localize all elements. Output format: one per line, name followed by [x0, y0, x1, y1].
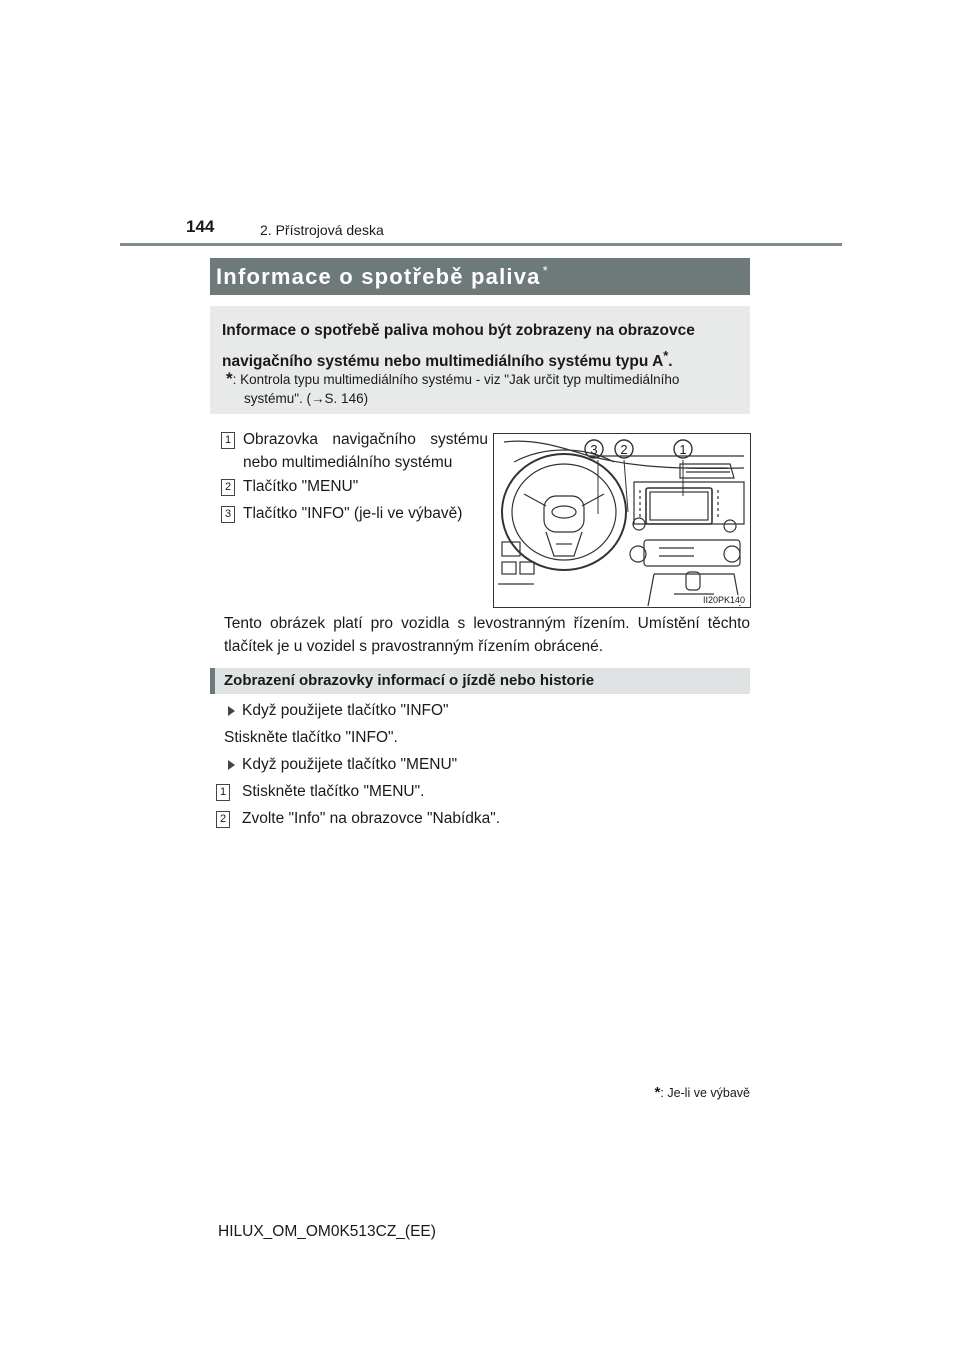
dashboard-illustration: [493, 433, 751, 608]
intro-text: [222, 318, 742, 374]
subsection-heading: Zobrazení obrazovky informací o jízdě nebo historie: [224, 672, 595, 689]
triangle-bullet-icon: [228, 760, 235, 770]
step-number-1: 1: [216, 784, 230, 801]
legend-number-2: 2: [221, 479, 235, 496]
legend-item-1-line-2: nebo multimediálního systému: [243, 454, 453, 471]
intro-mark: *: [663, 348, 669, 363]
note-mark: *: [226, 369, 233, 388]
footnote: [640, 1084, 750, 1101]
section-title: [216, 263, 549, 290]
callout-1: 1: [679, 442, 687, 457]
subsection-bar: [210, 668, 750, 694]
equipment-mark: *: [542, 263, 549, 278]
info-case-heading: Když použijete tlačítko "INFO": [242, 702, 449, 719]
page-number: 144: [186, 217, 215, 236]
section-title-bar: [210, 258, 750, 295]
header-rule: [120, 243, 842, 246]
figure-caption: Tento obrázek platí pro vozidla s levostranným řízením. Umístění těchto tlačítek je u vozidel s pravostranným řízením obrácené.: [224, 615, 750, 655]
legend-number-1: 1: [221, 432, 235, 449]
triangle-bullet-icon: [228, 706, 235, 716]
legend-item-3: Tlačítko "INFO" (je-li ve výbavě): [243, 505, 463, 522]
callout-2: 2: [620, 442, 628, 457]
info-step: Stiskněte tlačítko "INFO".: [224, 729, 398, 746]
note-line-2: systému". (→S. 146): [244, 391, 369, 406]
chapter-title: 2. Přístrojová deska: [260, 222, 384, 238]
intro-text-body: Informace o spotřebě paliva mohou být zobrazeny na obrazovce navigačního systému nebo multimediálního systému typu A: [222, 322, 695, 371]
intro-note: [226, 369, 746, 408]
footnote-mark: *: [654, 1084, 661, 1101]
legend-item-2: Tlačítko "MENU": [243, 478, 359, 495]
footnote-text: : Je-li ve výbavě: [660, 1086, 750, 1100]
intro-period: .: [668, 353, 673, 371]
legend-number-3: 3: [221, 506, 235, 523]
figure-code: II20PK140: [702, 595, 745, 605]
step-1-text: Stiskněte tlačítko "MENU".: [242, 783, 425, 800]
callout-3: 3: [590, 442, 598, 457]
section-title-text: Informace o spotřebě paliva: [216, 264, 541, 289]
legend-item-1-line-1: Obrazovka navigačního systému: [243, 431, 488, 448]
intro-box: [210, 306, 750, 414]
dashboard-drawing: [494, 434, 750, 607]
step-number-2: 2: [216, 811, 230, 828]
document-code-footer: HILUX_OM_OM0K513CZ_(EE): [218, 1223, 436, 1240]
step-2-text: Zvolte "Info" na obrazovce "Nabídka".: [242, 810, 501, 827]
menu-case-heading: Když použijete tlačítko "MENU": [242, 756, 458, 773]
note-line-1: : Kontrola typu multimediálního systému - viz "Jak určit typ multimediálního: [232, 372, 680, 387]
legend-item-1: [243, 428, 488, 474]
